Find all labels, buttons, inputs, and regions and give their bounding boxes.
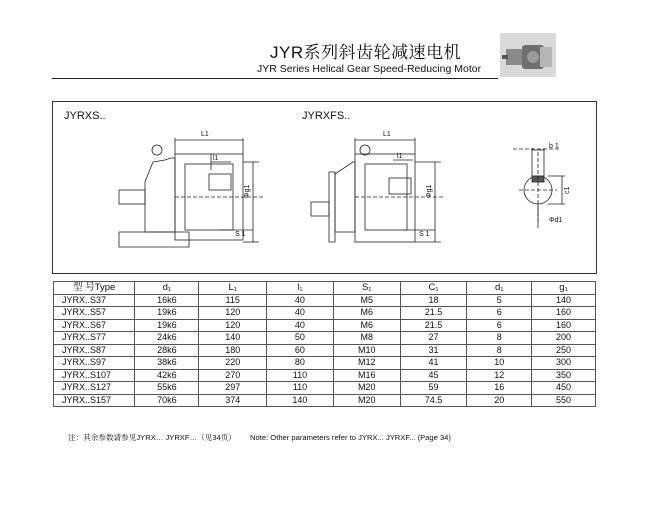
- cell: 59: [400, 382, 467, 395]
- cell: 40: [267, 319, 334, 332]
- cell: 160: [532, 307, 596, 320]
- cell: 10: [467, 357, 532, 370]
- dim-g1-left: Φg1: [244, 184, 251, 198]
- dim-d1: Φd1: [549, 217, 563, 224]
- table-row: [54, 332, 596, 345]
- cell-model: JYRX..S157: [54, 394, 135, 407]
- cell: 21.5: [400, 319, 467, 332]
- page-title-cn: JYR系列斜齿轮减速电机: [270, 43, 462, 62]
- cell-model: JYRX..S77: [54, 332, 135, 345]
- cell: 140: [199, 332, 267, 345]
- dim-l1-left: l1: [213, 155, 219, 162]
- footnote-cn: 注：其余参数请参见JYRX… JYRXF…（见34页）: [68, 433, 236, 442]
- cell: 374: [199, 394, 267, 407]
- cell: 24k6: [135, 332, 199, 345]
- table-header-row: [54, 282, 596, 295]
- cell-model: JYRX..S67: [54, 319, 135, 332]
- dim-l1-right: l1: [397, 153, 403, 160]
- cell: M12: [333, 357, 400, 370]
- cell: 110: [267, 382, 334, 395]
- dim-L1-left: L1: [201, 131, 209, 138]
- cell: 60: [267, 344, 334, 357]
- page-title-en: JYR Series Helical Gear Speed-Reducing Motor: [257, 63, 482, 75]
- cell: 8: [467, 344, 532, 357]
- cell: 160: [532, 319, 596, 332]
- cell: 350: [532, 369, 596, 382]
- cell: 110: [267, 369, 334, 382]
- header-rule: [52, 78, 498, 79]
- cell: 19k6: [135, 307, 199, 320]
- cell: M6: [333, 319, 400, 332]
- cell: 55k6: [135, 382, 199, 395]
- footnote-en: Note: Other parameters refer to JYRX... JYRXF... (Page 34): [250, 433, 451, 442]
- cell: 550: [532, 394, 596, 407]
- dim-c1: c1: [564, 186, 571, 194]
- cell: 28k6: [135, 344, 199, 357]
- cell: 21.5: [400, 307, 467, 320]
- cell: 16: [467, 382, 532, 395]
- cell: M5: [333, 294, 400, 307]
- cell-model: JYRX..S87: [54, 344, 135, 357]
- table-row: [54, 369, 596, 382]
- cell: 50: [267, 332, 334, 345]
- cell: 300: [532, 357, 596, 370]
- cell: M6: [333, 307, 400, 320]
- dim-g1-right: Φg1: [426, 184, 433, 198]
- table-row: [54, 382, 596, 395]
- drawing-label-jyrxfs: JYRXFS..: [302, 110, 351, 122]
- cell: 250: [532, 344, 596, 357]
- cell: 16k6: [135, 294, 199, 307]
- dim-S1-right: S 1: [419, 231, 430, 238]
- cell: 40: [267, 307, 334, 320]
- col-L1: L₁: [199, 282, 267, 295]
- cell: M8: [333, 332, 400, 345]
- technical-drawing: [53, 102, 598, 275]
- col-d1-key: d₁: [467, 282, 532, 295]
- cell: M20: [333, 382, 400, 395]
- dim-S1-left: S 1: [235, 231, 246, 238]
- cell: 297: [199, 382, 267, 395]
- dim-b1: b 1: [549, 143, 559, 150]
- footnote: [68, 432, 463, 443]
- cell-model: JYRX..S127: [54, 382, 135, 395]
- cell: 70k6: [135, 394, 199, 407]
- cell: 45: [400, 369, 467, 382]
- cell-model: JYRX..S107: [54, 369, 135, 382]
- col-C1: C₁: [400, 282, 467, 295]
- cell: 8: [467, 332, 532, 345]
- cell-model: JYRX..S37: [54, 294, 135, 307]
- cell-model: JYRX..S57: [54, 307, 135, 320]
- cell: 80: [267, 357, 334, 370]
- cell: 12: [467, 369, 532, 382]
- cell-model: JYRX..S97: [54, 357, 135, 370]
- cell: 270: [199, 369, 267, 382]
- cell: 200: [532, 332, 596, 345]
- cell: M10: [333, 344, 400, 357]
- cell: 42k6: [135, 369, 199, 382]
- cell: M20: [333, 394, 400, 407]
- dim-L1-right: L1: [383, 131, 391, 138]
- cell: 120: [199, 319, 267, 332]
- col-type: 型 号Type: [54, 282, 135, 295]
- cell: 120: [199, 307, 267, 320]
- cell: M16: [333, 369, 400, 382]
- table-row: [54, 319, 596, 332]
- cell: 5: [467, 294, 532, 307]
- motor-thumbnail-image: [500, 33, 556, 77]
- cell: 20: [467, 394, 532, 407]
- table-row: [54, 294, 596, 307]
- shaft-section-detail: [513, 148, 565, 228]
- dimensions-table: [53, 281, 596, 407]
- cell: 40: [267, 294, 334, 307]
- cell: 74.5: [400, 394, 467, 407]
- cell: 38k6: [135, 357, 199, 370]
- table-row: [54, 344, 596, 357]
- cell: 18: [400, 294, 467, 307]
- cell: 6: [467, 307, 532, 320]
- cell: 140: [267, 394, 334, 407]
- jyrxfs-flange-mounted-drawing: [311, 138, 443, 242]
- cell: 140: [532, 294, 596, 307]
- col-g1: g₁: [532, 282, 596, 295]
- col-S1: S₁: [333, 282, 400, 295]
- cell: 450: [532, 382, 596, 395]
- table-row: [54, 307, 596, 320]
- cell: 27: [400, 332, 467, 345]
- table-row: [54, 394, 596, 407]
- col-d1: d₁: [135, 282, 199, 295]
- table-row: [54, 357, 596, 370]
- cell: 6: [467, 319, 532, 332]
- col-l1: l₁: [267, 282, 334, 295]
- dimension-drawing-panel: [52, 101, 597, 274]
- cell: 220: [199, 357, 267, 370]
- cell: 31: [400, 344, 467, 357]
- cell: 41: [400, 357, 467, 370]
- cell: 180: [199, 344, 267, 357]
- cell: 19k6: [135, 319, 199, 332]
- drawing-label-jyrxs: JYRXS..: [64, 110, 106, 122]
- cell: 115: [199, 294, 267, 307]
